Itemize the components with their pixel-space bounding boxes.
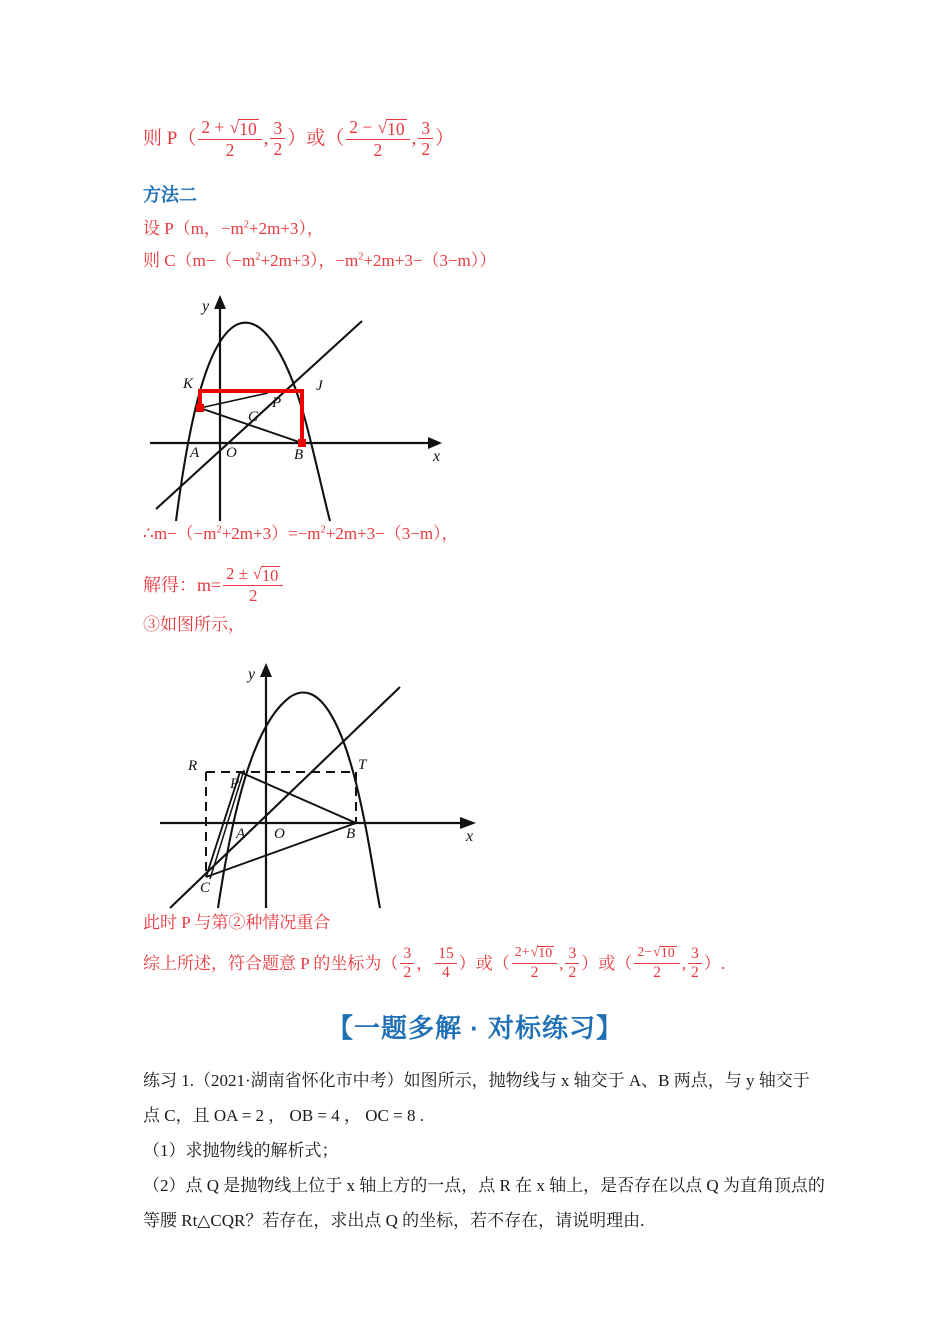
figure-1-svg xyxy=(150,293,450,523)
solve-line xyxy=(143,565,285,605)
practice-question-2-line-2: 等腰 Rt△CQR？若存在，求出点 Q 的坐标，若不存在，请说明理由. xyxy=(143,1211,645,1230)
figure-1-point-O: O xyxy=(226,445,237,461)
figure-2-point-T: T xyxy=(358,757,367,773)
figure-1-point-A: A xyxy=(190,445,200,461)
conclusion-comma-3: , xyxy=(681,954,686,974)
conclusion-line xyxy=(143,946,725,982)
figure-2-point-A: A xyxy=(236,826,246,842)
conclusion-fraction-5: 2− √ 10 2 xyxy=(634,946,679,981)
figure-2 xyxy=(160,655,490,910)
figure-2-label-x: x xyxy=(466,828,474,845)
p-result-suffix: ） xyxy=(435,128,455,150)
practice-stem-line-2: 点 C，且 OA = 2 ， OB = 4 ， OC = 8 . xyxy=(143,1106,424,1125)
fraction-4: $\frac{3}{2}$ xyxy=(418,119,433,159)
practice-section-heading: 【一题多解 · 对标练习】 xyxy=(326,1013,624,1043)
parabola-curve xyxy=(218,693,380,908)
conclusion-mid2: ）或（ xyxy=(581,954,633,974)
conclusion-mid1: ）或（ xyxy=(458,954,510,974)
figure-1-label-x: x xyxy=(433,448,441,465)
fraction-2: $\frac{3}{2}$ xyxy=(270,119,285,159)
method-two-heading: 方法二 xyxy=(143,185,197,205)
p-result-middle: ）或（ xyxy=(287,128,345,150)
fraction-3: 2 − √ 10 2 xyxy=(346,118,409,160)
conclusion-comma: ， xyxy=(416,954,434,974)
p-result-line xyxy=(143,118,454,160)
figure-1-point-P: P xyxy=(272,395,282,411)
y-axis-arrow xyxy=(260,663,272,677)
practice-question-2-line-1: （2）点 Q 是抛物线上位于 x 轴上方的一点，点 R 在 x 轴上，是否存在以点 Q 为直角顶点的 xyxy=(143,1176,825,1195)
red-marker-b xyxy=(298,439,306,447)
figure-2-point-P: P xyxy=(230,776,240,792)
figure-1-point-K: K xyxy=(183,376,194,392)
coincide-line: 此时 P 与第②种情况重合 xyxy=(143,913,331,932)
practice-question-1: （1）求抛物线的解析式； xyxy=(143,1141,339,1160)
diagonal-line xyxy=(156,321,362,509)
comma-2: , xyxy=(411,128,417,150)
figure-1-label-y: y xyxy=(202,298,210,315)
conclusion-fraction-4: $\frac{3}{2}$ xyxy=(565,946,579,982)
segment-pb xyxy=(240,772,356,823)
figure-2-point-B: B xyxy=(346,826,356,842)
figure-2-point-R: R xyxy=(188,758,198,774)
solve-label: 解得：m= xyxy=(143,574,222,595)
set-p-line: 设 P（m，$-m^2+2m+3$）， xyxy=(143,219,324,238)
y-axis-arrow xyxy=(214,295,226,309)
conclusion-fraction-6: $\frac{3}{2}$ xyxy=(688,946,702,982)
figure-1 xyxy=(150,293,450,523)
therefore-line: $\therefore m-(-m^2+2m+3)=-m^2+2m+3-(3-m)$， xyxy=(143,524,459,543)
conclusion-fraction-3: 2+ √ 10 2 xyxy=(512,946,557,981)
figure-2-point-O: O xyxy=(274,826,285,842)
item3-line: ③如图所示， xyxy=(143,615,245,634)
figure-1-point-C: C xyxy=(248,409,259,425)
figure-1-point-J: J xyxy=(316,378,323,394)
diagonal-line xyxy=(170,687,400,908)
conclusion-suffix: ）. xyxy=(703,954,726,974)
figure-1-point-B: B xyxy=(294,447,304,463)
figure-2-point-C: C xyxy=(200,880,211,896)
conclusion-fraction-2: $\frac{15}{4}$ xyxy=(435,946,457,982)
then-c-line: 则 $C(m-(-m^2+2m+3)$，$-m^2+2m+3-(3-m)$） xyxy=(143,251,497,270)
fraction-1: 2 + √ 10 2 xyxy=(198,118,261,160)
conclusion-comma-2: , xyxy=(559,954,564,974)
p-result-prefix: 则 P（ xyxy=(143,128,197,150)
practice-stem-line-1: 练习 1.（2021·湖南省怀化市中考）如图所示，抛物线与 x 轴交于 A、B 两点，与 y 轴交于 xyxy=(143,1071,810,1090)
solve-fraction: 2 ± √ 10 2 xyxy=(223,565,283,605)
red-marker-k xyxy=(196,404,204,412)
comma-1: , xyxy=(263,128,269,150)
conclusion-fraction-1: $\frac{3}{2}$ xyxy=(400,946,414,982)
segment-kp xyxy=(200,393,268,408)
figure-2-svg xyxy=(160,655,490,910)
conclusion-prefix: 综上所述，符合题意 P 的坐标为（ xyxy=(143,954,399,974)
figure-2-label-y: y xyxy=(248,666,256,683)
